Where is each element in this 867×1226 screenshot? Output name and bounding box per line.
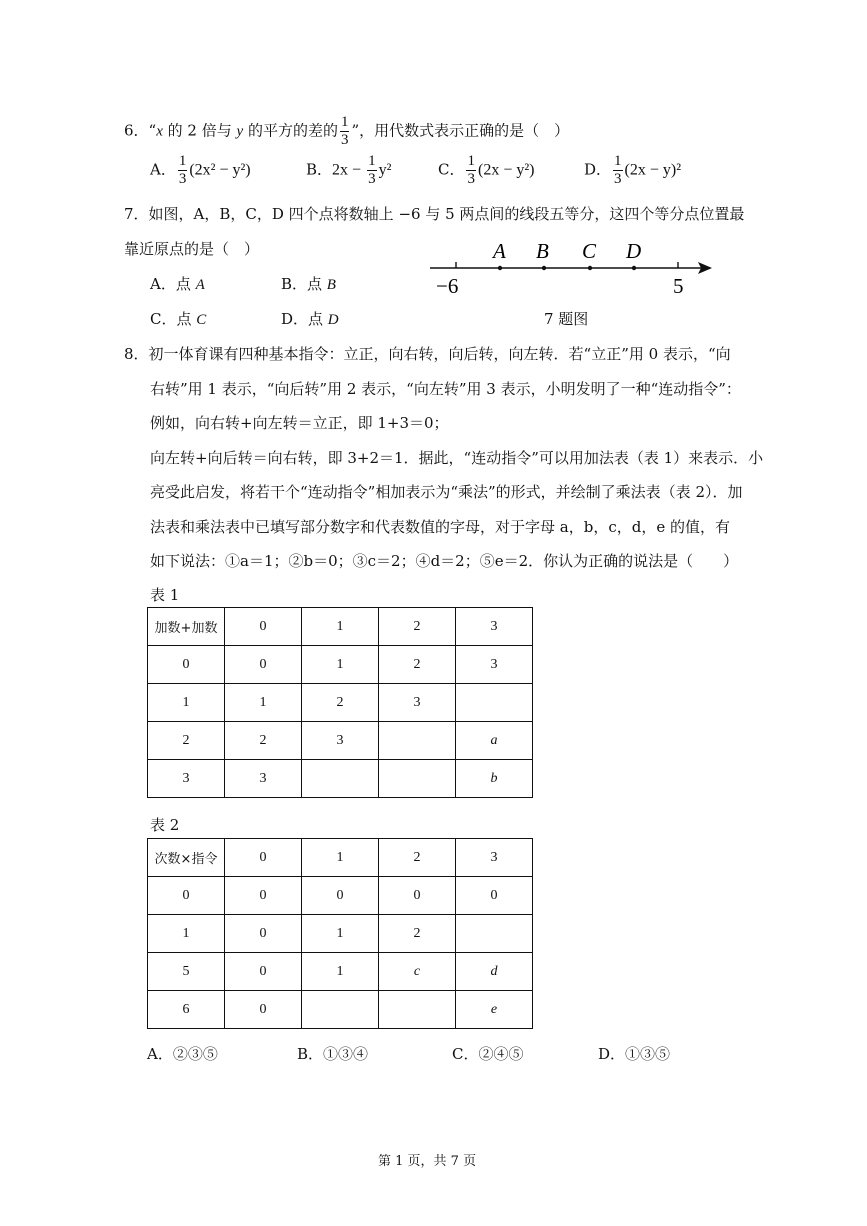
q8-option-b[interactable]: B．①③④ [297,1045,369,1063]
table-2-title: 表 2 [150,816,180,834]
fraction-one-third: $\frac{1}{3}$ [340,114,349,148]
q7-option-a[interactable]: A．点 A [150,275,205,293]
question-8-line3: 例如，向右转+向左转＝立正，即 1+3＝0； [150,414,449,432]
q8-option-d[interactable]: D．①③⑤ [598,1045,671,1063]
point-c-dot [588,266,592,270]
table-row: 0 0 0 0 0 [148,877,533,915]
table-row: 加数+加数 0 1 2 3 [148,608,533,646]
question-8-line6: 法表和乘法表中已填写部分数字和代表数值的字母，对于字母 a，b，c，d，e 的值，有 [150,518,730,536]
axis-label-5: 5 [673,274,684,298]
point-c-label: C [582,239,597,263]
table-row: 6 0 e [148,991,533,1029]
question-8-line4: 向左转+向后转＝向右转，即 3+2＝1．据此，“连动指令”可以用加法表（表 1）来表示．小 [150,449,764,467]
q6-option-c[interactable]: C． $\frac{1}{3}$ (2x − y²) [438,153,535,187]
page-footer: 第 1 页，共 7 页 [378,1154,477,1169]
question-7-line1: 7．如图，A，B，C，D 四个点将数轴上 −6 与 5 两点间的线段五等分，这四个等分点位置最 [124,205,745,223]
number-line-figure [420,236,720,302]
table-row: 3 3 b [148,760,533,798]
question-8-line7: 如下说法：①a＝1；②b＝0；③c＝2；④d＝2；⑤e＝2．你认为正确的说法是（ ） [150,552,739,570]
point-a-label: A [493,239,506,263]
q8-option-c[interactable]: C．②④⑤ [452,1045,524,1063]
question-8-line2: 右转”用 1 表示，“向后转”用 2 表示，“向左转”用 3 表示，小明发明了一种“连动指令”： [150,380,741,398]
point-d-dot [632,266,636,270]
q6-option-d[interactable]: D． $\frac{1}{3}$ (2x − y)² [584,153,682,187]
question-8-line1: 8．初一体育课有四种基本指令：立正，向右转，向后转，向左转．若“立正”用 0 表示，“向 [124,345,731,363]
table-row: 1 1 2 3 [148,684,533,722]
table-1-title: 表 1 [150,586,180,604]
table-row: 次数×指令 0 1 2 3 [148,839,533,877]
q7-option-b[interactable]: B．点 B [281,275,336,293]
figure-caption: 7 题图 [544,310,589,328]
table-row: 5 0 1 c d [148,953,533,991]
point-d-label: D [626,239,642,263]
q8-option-a[interactable]: A．②③⑤ [147,1045,218,1063]
q6-option-a[interactable]: A． $\frac{1}{3}$ (2x² − y²) [150,153,251,187]
multiplication-table [147,838,533,1029]
table-row: 1 0 1 2 [148,915,533,953]
point-a-dot [498,266,502,270]
table-row: 0 0 1 2 3 [148,646,533,684]
question-6-stem: 6．“x 的 2 倍与 y 的平方的差的 $\frac{1}{3}$ ”，用代数式表示正确的是（ ） [124,114,570,148]
table-row: 2 2 3 a [148,722,533,760]
q7-option-c[interactable]: C．点 C [150,310,207,328]
point-b-dot [542,266,546,270]
question-8-line5: 亮受此启发，将若干个“连动指令”相加表示为“乘法”的形式，并绘制了乘法表（表 2）．加 [150,483,743,501]
q7-option-d[interactable]: D．点 D [281,310,339,328]
addition-table [147,607,533,798]
point-b-label: B [536,239,549,263]
question-7-line2: 靠近原点的是（ ） [124,240,260,258]
q6-option-b[interactable]: B．2x − $\frac{1}{3}$ y² [306,153,392,187]
axis-label-minus-6: −6 [436,274,459,298]
